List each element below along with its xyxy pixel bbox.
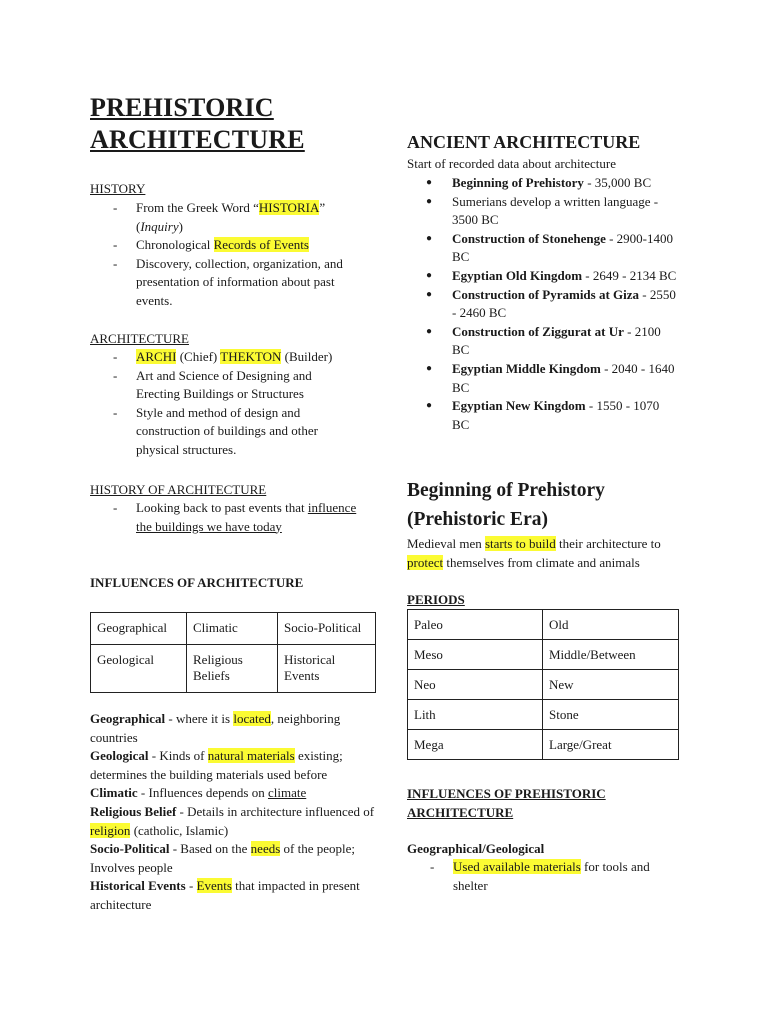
prehistoric-influence-list bbox=[407, 858, 697, 895]
periods-heading: PERIODS bbox=[407, 592, 465, 607]
timeline-item: ● Egyptian New Kingdom - 1550 - 1070 BC bbox=[407, 397, 697, 434]
timeline-item: ● Construction of Pyramids at Giza - 2550 - 2460 BC bbox=[407, 286, 697, 323]
periods-table bbox=[407, 609, 679, 760]
ancient-subtitle: Start of recorded data about architecture bbox=[407, 156, 616, 171]
table-cell: Stone bbox=[543, 700, 679, 730]
definition-historical-events: Historical Events - Events that impacted in present architecture bbox=[90, 878, 360, 912]
ancient-architecture-heading: ANCIENT ARCHITECTURE bbox=[407, 132, 641, 152]
page-title: PREHISTORIC ARCHITECTURE bbox=[90, 93, 305, 154]
architecture-list bbox=[90, 348, 380, 459]
list-item: - Style and method of design and construction of buildings and other physical structures. bbox=[90, 404, 380, 460]
timeline-item: ● Sumerians develop a written language - 3500 BC bbox=[407, 193, 697, 230]
table-cell: Middle/Between bbox=[543, 640, 679, 670]
timeline-list bbox=[407, 174, 697, 434]
list-item: - From the Greek Word “HISTORIA” (Inquiry) bbox=[90, 199, 380, 236]
definition-geological: Geological - Kinds of natural materials existing; determines the building materials used before bbox=[90, 748, 343, 782]
definition-religious-belief: Religious Belief - Details in architecture influenced of religion (catholic, Islamic) bbox=[90, 803, 375, 838]
table-cell: Large/Great bbox=[543, 730, 679, 760]
list-item: - ARCHI (Chief) THEKTON (Builder) bbox=[90, 348, 380, 367]
history-heading: HISTORY bbox=[90, 181, 146, 196]
architecture-heading: ARCHITECTURE bbox=[90, 331, 189, 346]
history-of-architecture-heading: HISTORY OF ARCHITECTURE bbox=[90, 482, 267, 497]
list-item: - Art and Science of Designing and Erecting Buildings or Structures bbox=[90, 367, 380, 404]
definition-climatic: Climatic - Influences depends on climate bbox=[90, 785, 307, 801]
influence-definitions bbox=[90, 710, 375, 915]
table-cell: Mega bbox=[408, 730, 543, 760]
geographical-geological-subheading: Geographical/Geological bbox=[407, 841, 545, 856]
table-cell: Meso bbox=[408, 640, 543, 670]
beginning-paragraph: Medieval men starts to build their architecture to protect themselves from climate and animals bbox=[407, 536, 661, 570]
list-item: - Used available materials for tools and shelter bbox=[407, 858, 697, 895]
table-cell: Historical Events bbox=[278, 645, 376, 693]
table-row bbox=[408, 670, 679, 700]
timeline-item: ● Construction of Stonehenge - 2900-1400 BC bbox=[407, 230, 697, 267]
history-of-architecture-list bbox=[90, 499, 380, 536]
table-cell: Neo bbox=[408, 670, 543, 700]
list-item: - Discovery, collection, organization, and presentation of information about past events. bbox=[90, 255, 380, 311]
table-cell: New bbox=[543, 670, 679, 700]
table-row bbox=[408, 610, 679, 640]
table-cell: Geographical bbox=[91, 613, 187, 645]
definition-socio-political: Socio-Political - Based on the needs of the people; Involves people bbox=[90, 841, 356, 875]
table-cell: Climatic bbox=[187, 613, 278, 645]
table-cell: Old bbox=[543, 610, 679, 640]
table-row bbox=[91, 613, 376, 645]
timeline-item: ● Beginning of Prehistory - 35,000 BC bbox=[407, 174, 697, 193]
beginning-heading: Beginning of Prehistory (Prehistoric Era) bbox=[407, 480, 605, 530]
timeline-item: ● Egyptian Middle Kingdom - 2040 - 1640 BC bbox=[407, 360, 697, 397]
list-item: - Chronological Records of Events bbox=[90, 236, 380, 255]
table-cell: Lith bbox=[408, 700, 543, 730]
table-row bbox=[408, 730, 679, 760]
timeline-item: ● Construction of Ziggurat at Ur - 2100 BC bbox=[407, 323, 697, 360]
table-cell: Socio-Political bbox=[278, 613, 376, 645]
influences-table bbox=[90, 612, 376, 693]
table-row bbox=[408, 700, 679, 730]
table-cell: Geological bbox=[91, 645, 187, 693]
table-row bbox=[408, 640, 679, 670]
history-list bbox=[90, 199, 380, 310]
table-cell: Paleo bbox=[408, 610, 543, 640]
influences-heading: INFLUENCES OF ARCHITECTURE bbox=[90, 575, 304, 590]
definition-geographical: Geographical - where it is located, neighboring countries bbox=[90, 711, 341, 745]
timeline-item: ● Egyptian Old Kingdom - 2649 - 2134 BC bbox=[407, 267, 697, 286]
influences-prehistoric-heading: INFLUENCES OF PREHISTORIC ARCHITECTURE bbox=[407, 786, 606, 820]
table-row bbox=[91, 645, 376, 693]
list-item: - Looking back to past events that influence the buildings we have today bbox=[90, 499, 380, 536]
table-cell: Religious Beliefs bbox=[187, 645, 278, 693]
